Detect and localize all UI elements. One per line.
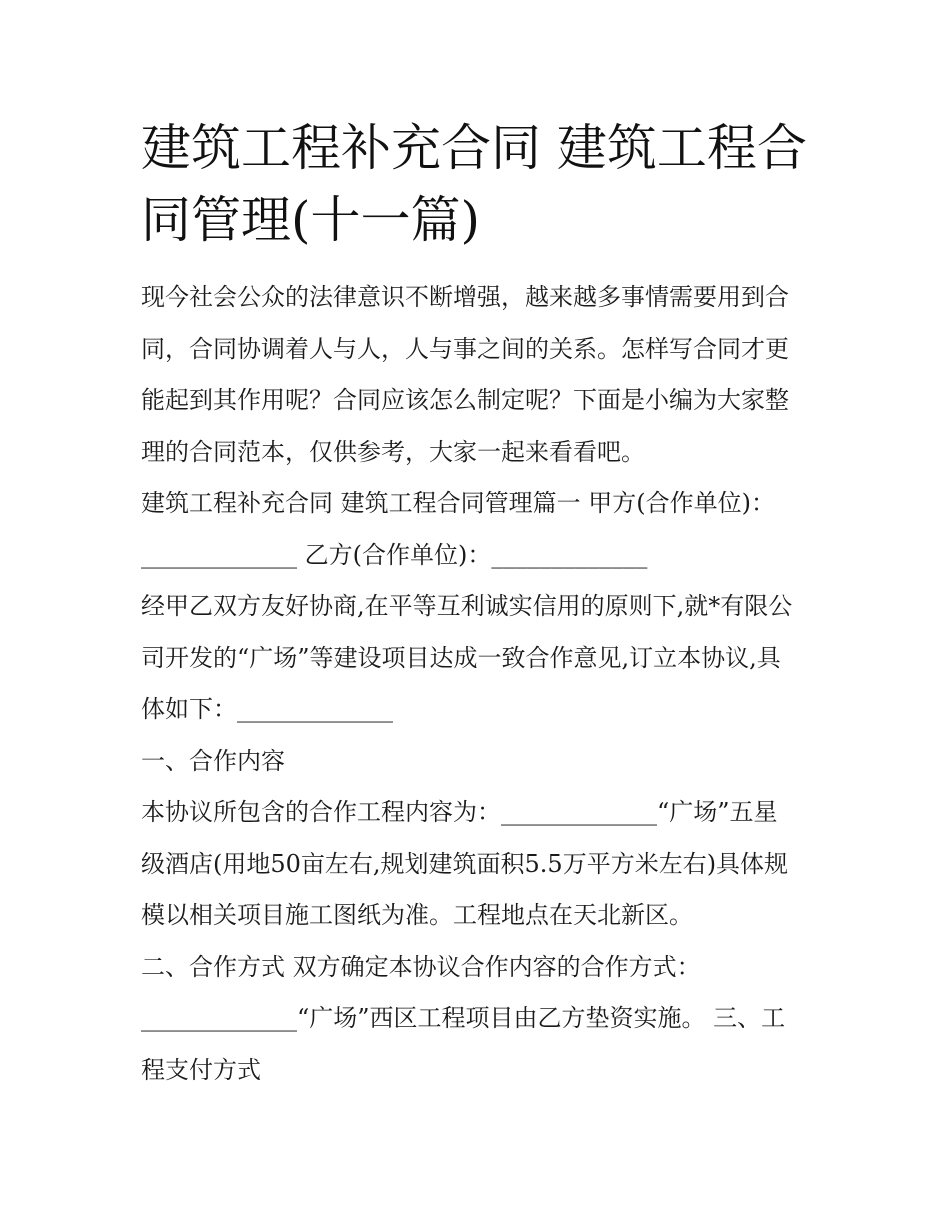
text-line: 司开发的“广场”等建设项目达成一致合作意见,订立本协议,具 xyxy=(141,643,781,672)
text-line: 级酒店(用地50亩左右,规划建筑面积5.5万平方米左右)具体规 xyxy=(141,849,789,878)
text-line: 模以相关项目施工图纸为准。工程地点在天北新区。 xyxy=(141,901,693,929)
document-page xyxy=(141,112,811,1096)
text-line: 二、合作方式 双方确定本协议合作内容的合作方式： xyxy=(141,952,701,981)
text-line: 体如下：_____________ xyxy=(141,695,393,723)
text-line: 一、合作内容 xyxy=(141,746,285,775)
paragraph-intro xyxy=(141,272,811,478)
text-line: 现今社会公众的法律意识不断增强，越来越多事情需要用到合 xyxy=(141,283,789,311)
text-line: 程支付方式 xyxy=(141,1055,261,1084)
paragraph-cooperation-method xyxy=(141,942,811,1097)
paragraph-parties xyxy=(141,478,811,581)
document-title xyxy=(141,112,811,256)
text-line: 经甲乙双方友好协商,在平等互利诚实信用的原则下,就*有限公 xyxy=(141,592,793,620)
paragraph-cooperation-content xyxy=(141,787,811,942)
title-line: 建筑工程补充合同 建筑工程合 xyxy=(141,119,807,177)
section-heading-cooperation-content xyxy=(141,736,811,788)
text-line: 建筑工程补充合同 建筑工程合同管理篇一 甲方(合作单位)： xyxy=(141,489,775,517)
text-line: 理的合同范本，仅供参考，大家一起来看看吧。 xyxy=(141,437,645,466)
text-line: _____________“广场”西区工程项目由乙方垫资实施。 三、工 xyxy=(141,1004,786,1032)
title-line: 同管理(十一篇) xyxy=(141,191,481,249)
text-line: 本协议所包含的合作工程内容为：_____________“广场”五星 xyxy=(141,798,778,826)
text-line: 能起到其作用呢？合同应该怎么制定呢？下面是小编为大家整 xyxy=(141,386,789,414)
text-line: _____________ 乙方(合作单位)：_____________ xyxy=(141,540,648,569)
paragraph-agreement xyxy=(141,581,811,736)
text-line: 同，合同协调着人与人，人与事之间的关系。怎样写合同才更 xyxy=(141,334,789,363)
document-body xyxy=(141,272,811,1096)
